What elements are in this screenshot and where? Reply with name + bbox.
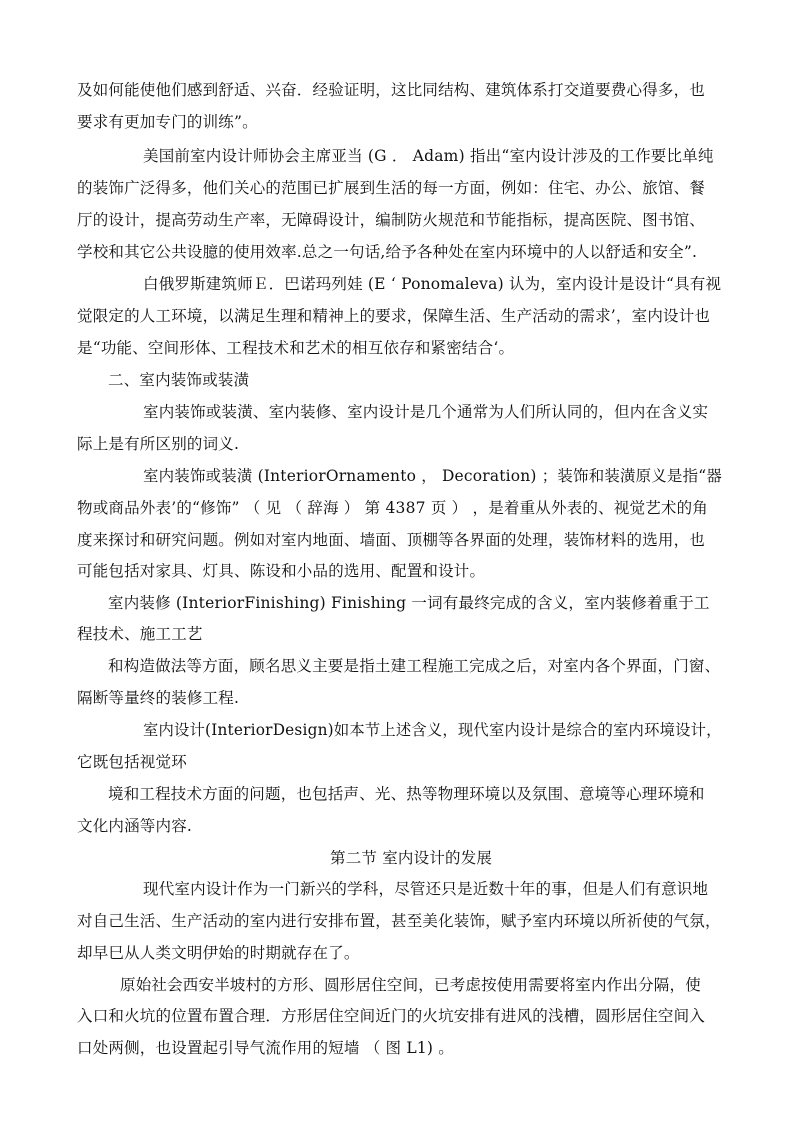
section-heading: 二、室内装饰或装潢	[108, 371, 250, 389]
text-line: 美国前室内设计师协会主席亚当 (G ． Adam) 指出“室内设计涉及的工作要比单纯	[143, 147, 714, 165]
text-line: 文化内涵等内容.	[77, 817, 193, 835]
text-line: 学校和其它公共设臆的使用效率.总之一句话,给予各种处在室内环境中的人以舒适和安全”.	[77, 243, 698, 261]
text-line: 它既包括视觉环	[77, 753, 187, 771]
text-line: 白俄罗斯建筑师Ｅ．巴诺玛列娃 (E ‘ Ponomaleva) 认为，室内设计是设计“具有视	[143, 275, 722, 293]
text-line: 的装饰广泛得多，他们关心的范围已扩展到生活的每一方面，例如：住宅、办公、旅馆、餐	[77, 179, 706, 197]
text-line: 口处两侧，也设置起引导气流作用的短墙 （ 图 L1) 。	[77, 1039, 455, 1057]
text-line: 室内装饰或装潢 (InteriorOrnamento ， Decoration) ；装饰和装潢原义是指“器	[143, 467, 722, 485]
text-line: 现代室内设计作为一门新兴的学科，尽管还只是近数十年的事，但是人们有意识地	[143, 880, 709, 898]
text-line: 物或商品外表’的“修饰” （ 见 （ 辞海 ） 第 4387 页 ） ，是着重从外表的、视觉艺术的角	[77, 499, 708, 517]
text-line: 境和工程技术方面的问题，也包括声、光、热等物理环境以及氛围、意境等心理环境和	[108, 785, 705, 803]
text-line: 度来探讨和研究问题。例如对室内地面、墙面、顶棚等各界面的处理，装饰材料的选用，也	[77, 531, 706, 549]
text-line: 可能包括对家具、灯具、陈设和小品的选用、配置和设计。	[77, 562, 486, 580]
text-line: 却早巳从人类文明伊始的时期就存在了。	[77, 944, 360, 962]
text-line: 觉限定的人工环境，以满足生理和精神上的要求，保障生活、生产活动的需求’，室内设计也	[77, 307, 711, 325]
text-line: 及如何能使他们感到舒适、兴奋．经验证明，这比同结构、建筑体系打交道要费心得多，也	[77, 81, 706, 99]
chapter-section-title: 第二节 室内设计的发展	[330, 849, 493, 867]
text-line: 原始社会西安半坡村的方形、圆形居住空间，已考虑按使用需要将室内作出分隔，使	[120, 976, 701, 994]
text-line: 是“功能、空间形体、工程技术和艺术的相互依存和紧密结合‘。	[77, 339, 515, 357]
text-line: 和构造做法等方面，顾名思义主要是指土建工程施工完成之后，对室内各个界面，门窗、	[108, 657, 721, 675]
text-line: 际上是有所区别的词义.	[77, 435, 240, 453]
text-line: 要求有更加专门的训练”。	[77, 113, 258, 131]
text-line: 对自己生活、生产活动的室内进行安排布置，甚至美化装饰，赋予室内环境以所祈使的气氛，	[77, 912, 721, 930]
text-line: 室内设计(InteriorDesign)如本节上述含义，现代室内设计是综合的室内环境设计，	[143, 721, 722, 739]
text-line: 室内装修 (InteriorFinishing) Finishing 一词有最终完成的含义，室内装修着重于工	[108, 594, 710, 612]
text-line: 厅的设计，提高劳动生产率，无障碍设计，编制防火规范和节能指标，提高医院、图书馆、	[77, 211, 706, 229]
text-line: 程技术、施工工艺	[77, 625, 203, 643]
text-line: 入口和火坑的位置布置合理．方形居住空间近门的火坑安排有进风的浅槽，圆形居住空间入	[77, 1007, 706, 1025]
text-line: 室内装饰或装潢、室内装修、室内设计是几个通常为人们所认同的，但内在含义实	[143, 403, 709, 421]
text-line: 隔断等量终的装修工程.	[77, 689, 240, 707]
